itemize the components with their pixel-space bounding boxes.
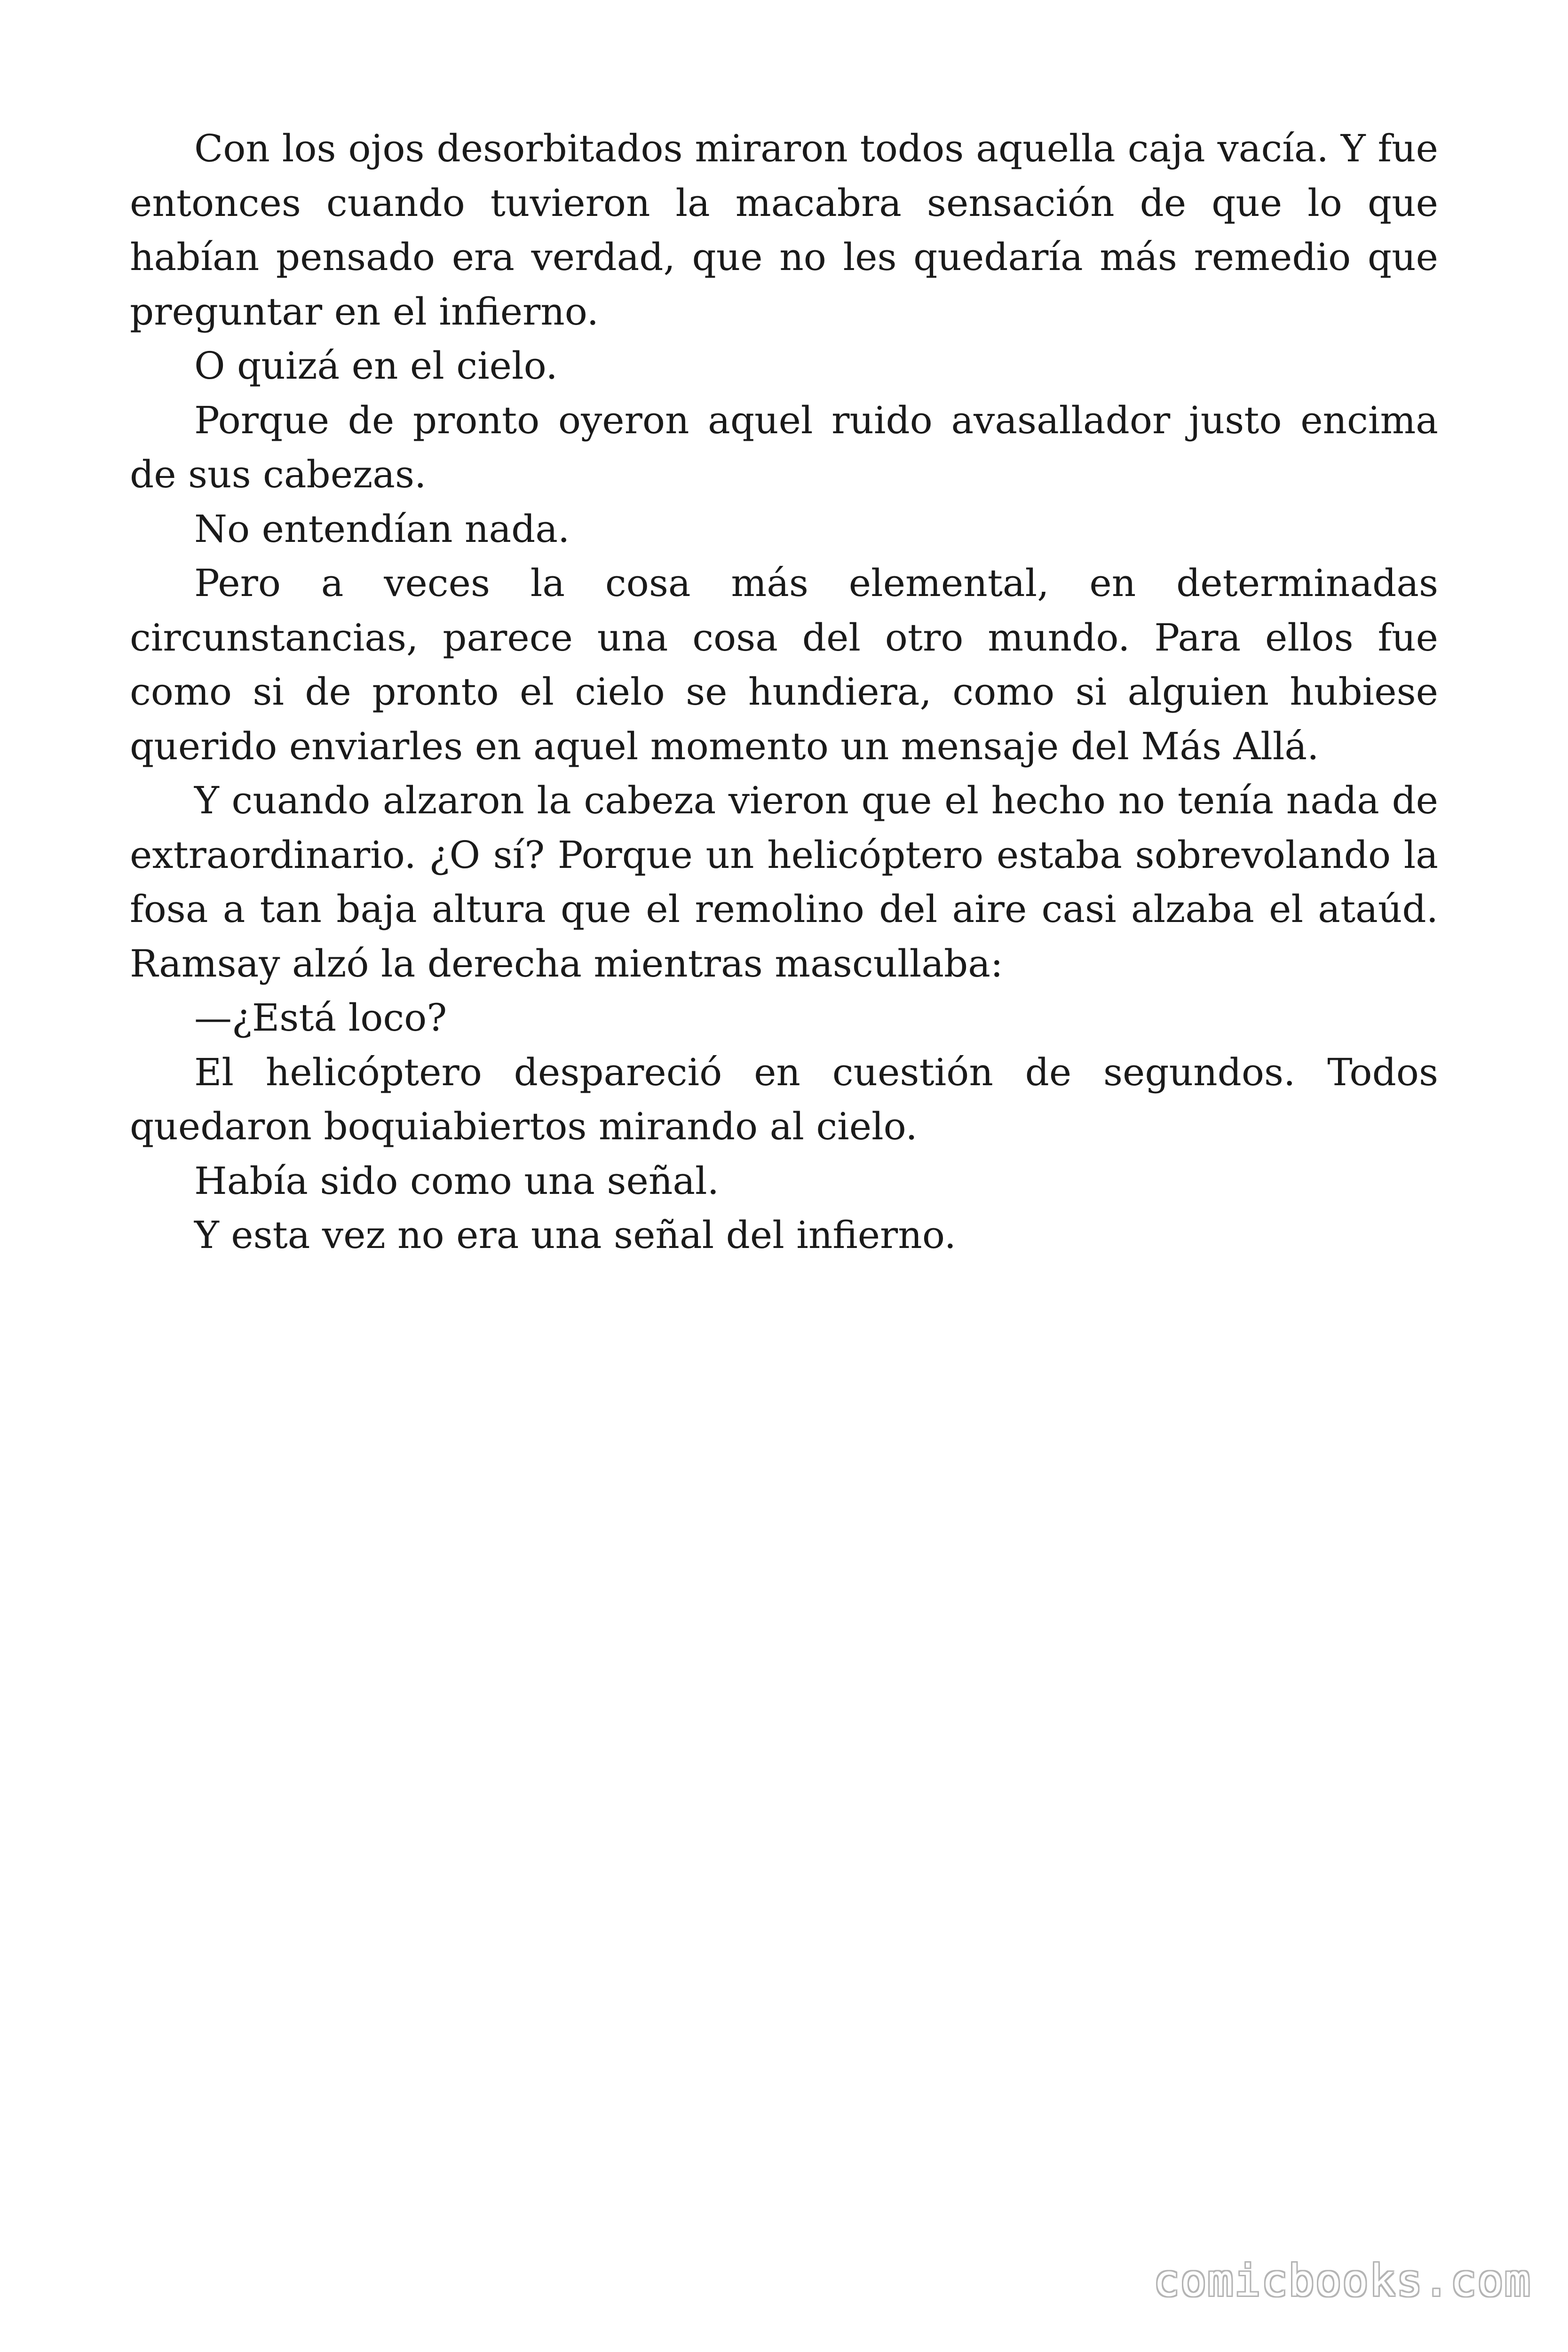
paragraph: Porque de pronto oyeron aquel ruido avasallador justo encima de sus cabezas.	[130, 398, 1438, 496]
paragraph: Y esta vez no era una señal del infierno.	[194, 1213, 956, 1257]
body-text	[130, 121, 1438, 1263]
watermark: comicbooks.com	[1153, 2256, 1531, 2306]
paragraph: Pero a veces la cosa más elemental, en determinadas circunstancias, parece una cosa del otro mundo. Para ellos fue como si de pronto el cielo se hundiera, como si alguien hubiese querido enviarles en aquel momento un mensaje del Más Allá.	[130, 561, 1438, 768]
paragraph: El helicóptero despareció en cuestión de segundos. Todos quedaron boquiabiertos mirando al cielo.	[130, 1050, 1438, 1148]
paragraph: Había sido como una señal.	[194, 1159, 720, 1203]
paragraph: —¿Está loco?	[194, 996, 447, 1040]
paragraph: O quizá en el cielo.	[194, 344, 558, 388]
paragraph: Con los ojos desorbitados miraron todos aquella caja vacía. Y fue entonces cuando tuvieron la macabra sensación de que lo que habían pensado era verdad, que no les quedaría más remedio que preguntar en el infierno.	[130, 127, 1438, 334]
paragraph: No entendían nada.	[194, 507, 570, 551]
paragraph: Y cuando alzaron la cabeza vieron que el hecho no tenía nada de extraordinario. ¿O sí? Porque un helicóptero estaba sobrevolando la fosa a tan baja altura que el remolino del aire casi alzaba el ataúd. Ramsay alzó la derecha mientras mascullaba:	[130, 779, 1438, 985]
